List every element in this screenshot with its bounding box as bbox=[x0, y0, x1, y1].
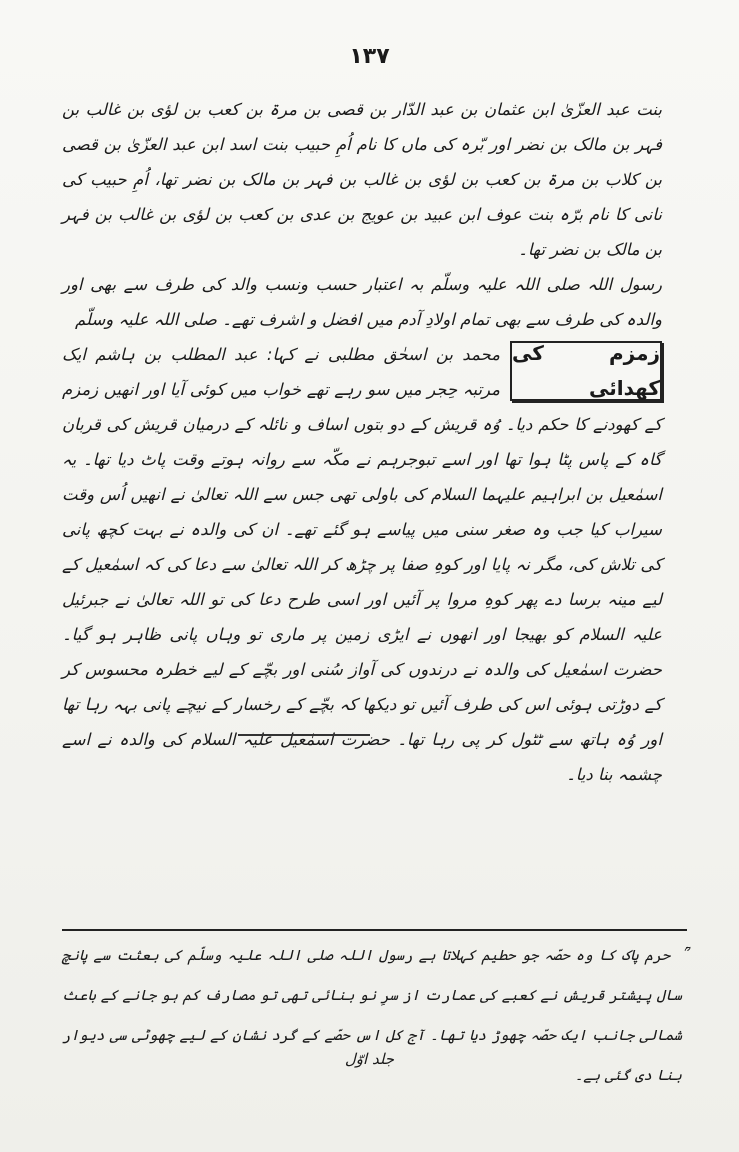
footnote-rule bbox=[62, 929, 687, 931]
paragraph-zamzam-text: محمد بن اسحٰق مطلبی نے کہا: عبد المطلب بن ہاشم ایک مرتبہ حِجر میں سو رہے تھے خواب میں کوئی آیا اور انھیں زمزم کے کھودنے کا حکم دیا۔ وُہ قریش کے دو بتوں اساف و نائلہ کے درمیان قریش کی قربان گاہ کے پاس پٹا ہوا تھا اور اسے تبوجرہم نے مکّہ سے روانہ ہوتے وقت پاٹ دیا تھا۔ یہ اسمٰعیل بن ابراہیم علیہما السلام کی باولی تھی جس سے اللہ تعالیٰ نے انھیں اُس وقت سیراب کیا جب وہ صغر سنی میں پیاسے ہو گئے تھے۔ ان کی والدہ نے بہت کچھ پانی کی تلاش کی، مگر نہ پایا اور کوہِ صفا پر چڑھ کر اللہ تعالیٰ سے دعا کی کہ اسمٰعیل کے لیے مینہ برسا دے پھر کوہِ مروا پر آئیں اور اسی طرح دعا کی تو اللہ تعالیٰ نے جبرئیل علیہ السلام کو بھیجا اور انھوں نے ایڑی زمین پر ماری تو وہاں پانی ظاہر ہو گیا۔ حضرت اسمٰعیل کی والدہ نے درندوں کی آواز سُنی اور بچّے کے لیے خطرہ محسوس کر کے دوڑتی ہوئی اس کی طرف آئیں تو دیکھا کہ بچّے کے رخسار کے نیچے پانی بہہ رہا تھا اور وُہ ہاتھ سے ٹٹول کر پی رہا تھا۔ حضرت اسمٰعیل علیہ السلام کی والدہ نے اسے چشمہ بنا دیا۔ bbox=[62, 345, 662, 784]
section-divider bbox=[238, 734, 370, 736]
section-heading: زمزم کی کھدائی bbox=[512, 341, 660, 400]
section-heading-box bbox=[510, 341, 662, 401]
footnote-text: حرم پاک کا وہ حصّہ جو حطیم کہلاتا ہے رسول اللہ صلی اللہ علیہ وسلّم کی بعثت سے پانچ سال پیشتر قریش نے کعبے کی عمارت از سرِ نو بنائی تھی تو مصارف کم ہو جانے کے باعث شمالی جانب ایک حصّہ چھوڑ دیا تھا۔ آج کل اس حصّے کے گرد نشان کے لیے چھوٹی سی دیوار بنا دی گئی ہے۔ bbox=[62, 948, 682, 1084]
main-text bbox=[62, 92, 662, 792]
paragraph-zamzam bbox=[62, 337, 662, 792]
page-number: ۱۳۷ bbox=[349, 44, 390, 69]
volume-label: جلد اوّل bbox=[344, 1050, 395, 1068]
footnote bbox=[62, 936, 682, 1096]
paragraph-genealogy: بنت عبد العزّیٰ ابن عثمان بن عبد الدّار بن قصی بن مرۃ بن کعب بن لؤی بن غالب بن فہر بن مالک بن نضر اور بّرہ کی ماں کا نام اُمِ حبیب بنت اسد ابن عبد العزّیٰ بن قصی بن کلاب بن مرۃ بن کعب بن لؤی بن غالب بن فہر بن مالک بن نضر تھا، اُمِ حبیب کی نانی کا نام برّہ بنت عوف ابن عبید بن عویج بن عدی بن کعب بن لؤی بن غالب بن فہر بن مالک بن نضر تھا۔ bbox=[62, 100, 662, 259]
paragraph-lineage-virtue: رسول اللہ صلی اللہ علیہ وسلّم بہ اعتبار حسب ونسب والد کی طرف سے بھی اور والدہ کی طرف سے بھی تمام اولادِ آدم میں افضل و اشرف تھے۔ صلی اللہ علیہ وسلّم bbox=[62, 275, 662, 329]
